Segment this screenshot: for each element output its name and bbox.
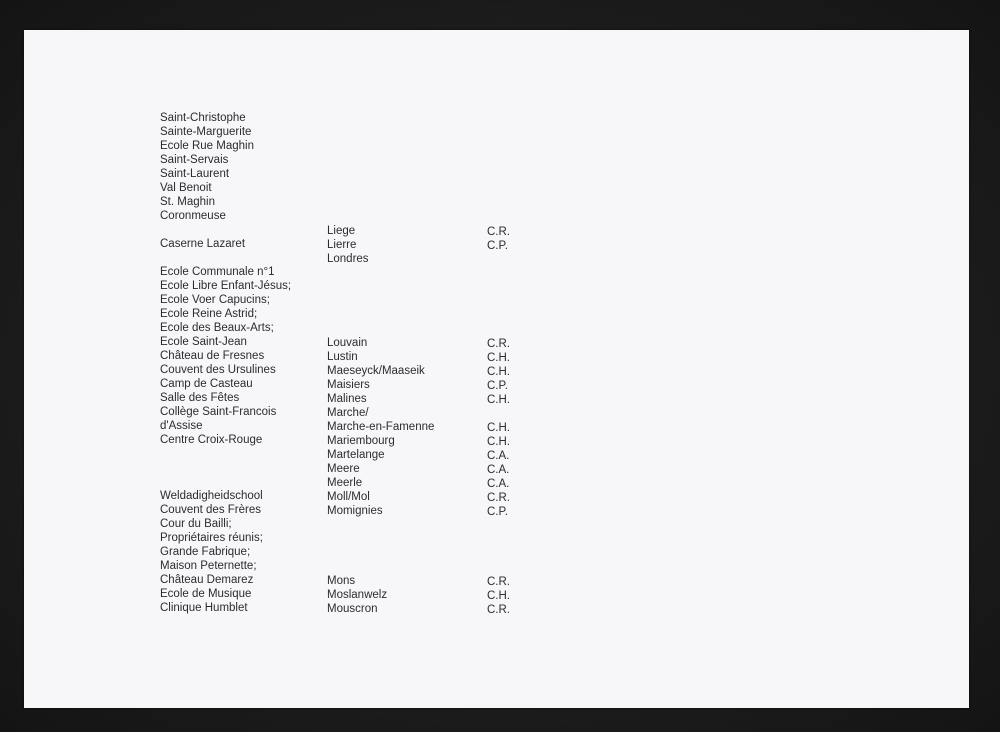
- location-entry: Propriétaires réunis;: [160, 532, 263, 544]
- location-entry: Ecole Saint-Jean: [160, 336, 247, 348]
- location-entry: Couvent des Frères: [160, 504, 261, 516]
- location-entry: Ecole des Beaux-Arts;: [160, 322, 274, 334]
- code-entry: C.R.: [487, 338, 510, 350]
- location-entry: Ecole Libre Enfant-Jésus;: [160, 280, 292, 292]
- town-entry: Momignies: [327, 505, 383, 517]
- town-entry: Moslanwelz: [327, 589, 388, 601]
- location-entry: Cour du Bailli;: [160, 518, 232, 530]
- code-entry: C.P.: [487, 240, 508, 252]
- code-entry: C.P.: [487, 506, 508, 518]
- location-entry: Salle des Fêtes: [160, 392, 240, 404]
- location-entry: Grande Fabrique;: [160, 546, 251, 558]
- location-entry: Coronmeuse: [160, 210, 226, 222]
- town-entry: Meerle: [327, 477, 363, 489]
- town-entry: Marche-en-Famenne: [327, 421, 435, 433]
- location-entry: Val Benoit: [160, 182, 212, 194]
- town-entry: Maeseyck/Maaseik: [327, 365, 425, 377]
- code-entry: C.R.: [487, 604, 510, 616]
- town-entry: Maisiers: [327, 379, 370, 391]
- code-entry: C.A.: [487, 464, 510, 476]
- location-entry: Centre Croix-Rouge: [160, 434, 263, 446]
- code-entry: C.A.: [487, 478, 510, 490]
- town-entry: Lustin: [327, 351, 358, 363]
- location-entry: Clinique Humblet: [160, 602, 248, 614]
- code-entry: C.H.: [487, 422, 510, 434]
- code-entry: C.H.: [487, 436, 510, 448]
- location-entry: Caserne Lazaret: [160, 238, 246, 250]
- code-entry: C.R.: [487, 492, 510, 504]
- location-entry: St. Maghin: [160, 196, 215, 208]
- town-entry: Lierre: [327, 239, 357, 251]
- code-entry: C.A.: [487, 450, 510, 462]
- code-entry: C.R.: [487, 576, 510, 588]
- location-entry: Saint-Servais: [160, 154, 229, 166]
- location-entry: Ecole Communale n°1: [160, 266, 275, 278]
- location-entry: Maison Peternette;: [160, 560, 257, 572]
- location-entry: d'Assise: [160, 420, 203, 432]
- location-entry: Ecole Rue Maghin: [160, 140, 254, 152]
- location-entry: Sainte-Marguerite: [160, 126, 252, 138]
- location-entry: Saint-Christophe: [160, 112, 246, 124]
- town-entry: Mariembourg: [327, 435, 395, 447]
- location-entry: Ecole Reine Astrid;: [160, 308, 258, 320]
- town-entry: Liege: [327, 225, 356, 237]
- code-entry: C.H.: [487, 394, 510, 406]
- location-entry: Collège Saint-Francois: [160, 406, 277, 418]
- code-entry: C.H.: [487, 590, 510, 602]
- town-entry: Londres: [327, 253, 369, 265]
- town-entry: Mouscron: [327, 603, 378, 615]
- town-entry: Moll/Mol: [327, 491, 370, 503]
- code-entry: C.H.: [487, 366, 510, 378]
- location-entry: Camp de Casteau: [160, 378, 253, 390]
- code-entry: C.P.: [487, 380, 508, 392]
- town-entry: Martelange: [327, 449, 385, 461]
- code-entry: C.R.: [487, 226, 510, 238]
- town-entry: Mons: [327, 575, 356, 587]
- location-entry: Château de Fresnes: [160, 350, 265, 362]
- town-entry: Malines: [327, 393, 367, 405]
- location-entry: Saint-Laurent: [160, 168, 230, 180]
- location-entry: Ecole Voer Capucins;: [160, 294, 270, 306]
- town-entry: Louvain: [327, 337, 368, 349]
- town-entry: Marche/: [327, 407, 369, 419]
- location-entry: Ecole de Musique: [160, 588, 252, 600]
- code-entry: C.H.: [487, 352, 510, 364]
- location-entry: Château Demarez: [160, 574, 254, 586]
- town-entry: Meere: [327, 463, 360, 475]
- location-entry: Couvent des Ursulines: [160, 364, 276, 376]
- location-entry: Weldadigheidschool: [160, 490, 263, 502]
